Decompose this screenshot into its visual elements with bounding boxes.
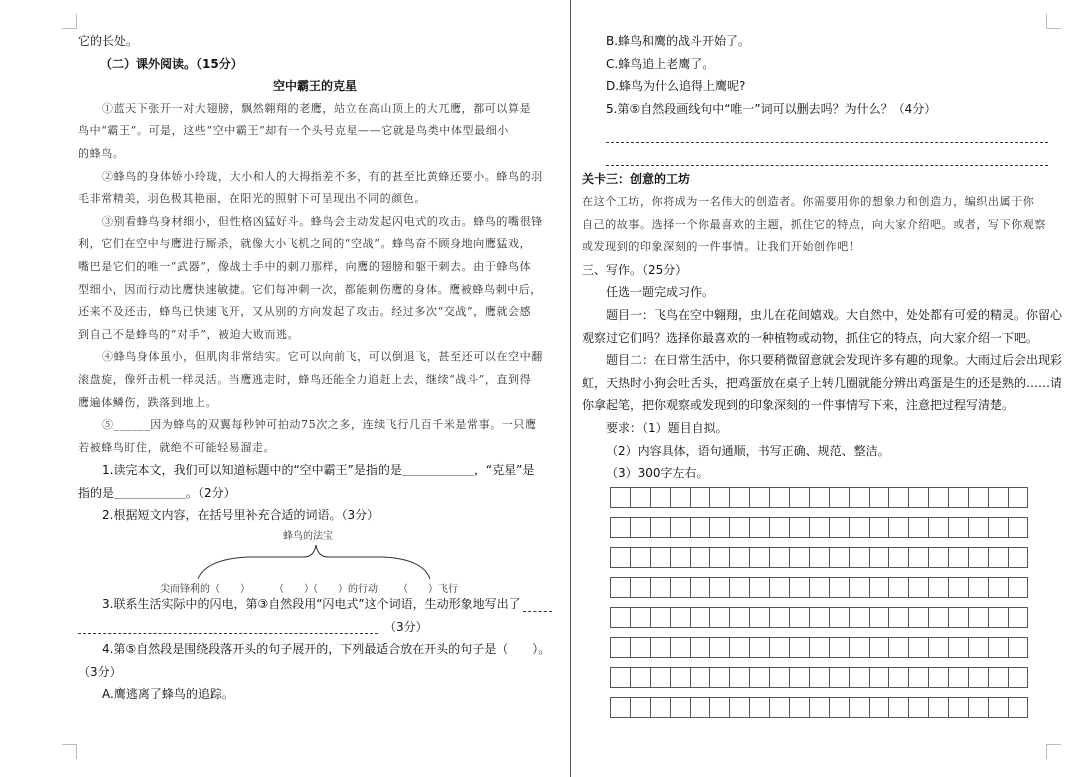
grid-cell[interactable] [928, 577, 948, 598]
crop-mark-top-right [1046, 14, 1061, 29]
grid-cell[interactable] [690, 487, 710, 508]
option-d: D.蜂鸟为什么追得上鹰呢? [606, 79, 746, 94]
grid-cell[interactable] [709, 667, 729, 688]
question-1-cont [78, 482, 552, 505]
grid-row [610, 637, 1052, 658]
grid-cell[interactable] [948, 607, 968, 628]
grid-cell[interactable] [809, 667, 829, 688]
paragraph-1-line: 鸟中“霸王”。可是，这些“空中霸王”却有一个头号克星——它就是鸟类中体型最细小 [78, 124, 509, 138]
paragraph-5-line: 若被蜂鸟盯住，就绝不可能轻易溜走。 [78, 440, 276, 454]
grid-cell[interactable] [690, 517, 710, 538]
article-title: 空中霸王的克星 [272, 79, 357, 94]
grid-cell[interactable] [630, 637, 650, 658]
crop-mark-bottom-right [1046, 744, 1061, 759]
grid-cell[interactable] [928, 697, 948, 718]
grid-cell[interactable] [908, 517, 928, 538]
grid-cell[interactable] [988, 487, 1008, 508]
grid-cell[interactable] [670, 577, 690, 598]
grid-cell[interactable] [1008, 487, 1028, 508]
grid-cell[interactable] [670, 547, 690, 568]
paragraph-5-line: ⑤______因为蜂鸟的双翼每秒钟可拍动75次之多，连续飞行几百千米是常事。一只鹰 [102, 418, 537, 432]
grid-cell[interactable] [729, 607, 749, 628]
paragraph-3-line: 到自己不是蜂鸟的“对手”，被迫大败而逃。 [78, 327, 300, 341]
grid-cell[interactable] [690, 547, 710, 568]
paragraph-3-line: 利，它们在空中与鹰进行厮杀，就像大小飞机之间的“空战”。蜂鸟奋不顾身地向鹰猛戏， [78, 237, 532, 251]
writing-heading: 三、写作。（25分） [582, 262, 688, 277]
paragraph-2-line: 毛非常精美，羽色极其艳丽，在阳光的照射下可呈现出不同的颜色。 [78, 192, 426, 206]
grid-cell[interactable] [610, 607, 630, 628]
level-3-text: 在这个工坊，你将成为一名伟大的创造者。你需要用你的想象力和创造力，编织出属于你 [582, 194, 1035, 208]
question-4: 4.第⑤自然段是围绕段落开头的句子展开的，下列最适合放在开头的句子是（ ）。 [102, 642, 551, 657]
grid-cell[interactable] [749, 607, 769, 628]
grid-cell[interactable] [948, 577, 968, 598]
grid-cell[interactable] [630, 607, 650, 628]
grid-cell[interactable] [888, 577, 908, 598]
grid-row [610, 487, 1052, 508]
grid-cell[interactable] [670, 637, 690, 658]
grid-cell[interactable] [869, 517, 889, 538]
grid-cell[interactable] [729, 487, 749, 508]
grid-cell[interactable] [610, 547, 630, 568]
grid-cell[interactable] [769, 577, 789, 598]
grid-cell[interactable] [829, 487, 849, 508]
grid-cell[interactable] [749, 487, 769, 508]
option-b: B.蜂鸟和鹰的战斗开始了。 [606, 34, 751, 48]
grid-cell[interactable] [809, 697, 829, 718]
grid-cell[interactable] [968, 577, 988, 598]
question-3-text: 3.联系生活实际中的闪电，第③自然段用“闪电式”这个词语，生动形象地写出了 [102, 597, 521, 612]
right-column [582, 30, 1063, 727]
grid-cell[interactable] [769, 547, 789, 568]
grid-cell[interactable] [948, 487, 968, 508]
diagram-label: 尖而锋利的（ ） [160, 584, 250, 596]
grid-cell[interactable] [769, 607, 789, 628]
grid-cell[interactable] [829, 697, 849, 718]
grid-cell[interactable] [908, 577, 928, 598]
carry-over-text: 它的长处。 [78, 34, 139, 48]
grid-cell[interactable] [630, 697, 650, 718]
grid-cell[interactable] [670, 667, 690, 688]
grid-cell[interactable] [709, 697, 729, 718]
diagram-label: （ ）飞行 [398, 584, 458, 596]
grid-cell[interactable] [630, 547, 650, 568]
grid-cell[interactable] [690, 667, 710, 688]
grid-cell[interactable] [829, 607, 849, 628]
grid-cell[interactable] [709, 517, 729, 538]
grid-cell[interactable] [1008, 517, 1028, 538]
level-3-heading: 关卡三：创意的工坊 [582, 172, 691, 187]
grid-cell[interactable] [988, 697, 1008, 718]
grid-cell[interactable] [888, 517, 908, 538]
grid-cell[interactable] [1008, 637, 1028, 658]
grid-cell[interactable] [888, 607, 908, 628]
grid-cell[interactable] [829, 577, 849, 598]
grid-cell[interactable] [729, 667, 749, 688]
grid-cell[interactable] [729, 517, 749, 538]
topic-2-line: 虹，天热时小狗会吐舌头，把鸡蛋放在桌子上转几圈就能分辨出鸡蛋是生的还是熟的……请 [582, 375, 1063, 390]
grid-cell[interactable] [729, 577, 749, 598]
grid-cell[interactable] [749, 547, 769, 568]
writing-grid[interactable] [610, 487, 1052, 718]
question-4-points: （3分） [78, 664, 122, 679]
grid-cell[interactable] [908, 487, 928, 508]
grid-cell[interactable] [849, 577, 869, 598]
grid-cell[interactable] [610, 637, 630, 658]
grid-row [610, 547, 1052, 568]
grid-cell[interactable] [709, 487, 729, 508]
grid-cell[interactable] [650, 667, 670, 688]
grid-cell[interactable] [849, 547, 869, 568]
grid-cell[interactable] [948, 697, 968, 718]
grid-cell[interactable] [908, 547, 928, 568]
grid-cell[interactable] [769, 697, 789, 718]
grid-cell[interactable] [809, 517, 829, 538]
grid-cell[interactable] [809, 637, 829, 658]
topic-2-line: 你拿起笔，把你观察或发现到的印象深刻的一件事情写下来，注意把过程写清楚。 [582, 398, 1015, 413]
grid-cell[interactable] [709, 577, 729, 598]
grid-cell[interactable] [948, 517, 968, 538]
paragraph-3-line: 型细小，因而行动比鹰快速敏捷。它们每冲刺一次，都能刺伤鹰的身体。鹰被蜂鸟刺中后， [78, 282, 542, 296]
grid-cell[interactable] [749, 577, 769, 598]
grid-cell[interactable] [888, 637, 908, 658]
grid-cell[interactable] [690, 637, 710, 658]
grid-cell[interactable] [789, 667, 809, 688]
grid-cell[interactable] [610, 577, 630, 598]
grid-cell[interactable] [809, 487, 829, 508]
grid-cell[interactable] [610, 487, 630, 508]
grid-cell[interactable] [988, 577, 1008, 598]
grid-cell[interactable] [888, 547, 908, 568]
grid-cell[interactable] [789, 547, 809, 568]
question-1-text: ，“克星”是 [473, 463, 535, 478]
grid-cell[interactable] [650, 487, 670, 508]
requirement-3: （3）300字左右。 [606, 466, 709, 481]
grid-cell[interactable] [670, 517, 690, 538]
grid-row [610, 667, 1052, 688]
grid-cell[interactable] [928, 667, 948, 688]
requirement-2: （2）内容具体，语句通顺，书写正确、规范、整洁。 [606, 443, 890, 458]
crop-mark-bottom-left [62, 744, 77, 759]
grid-cell[interactable] [1008, 667, 1028, 688]
grid-cell[interactable] [690, 577, 710, 598]
grid-cell[interactable] [749, 517, 769, 538]
column-divider [570, 0, 571, 777]
grid-cell[interactable] [630, 577, 650, 598]
answer-line[interactable] [606, 120, 1048, 143]
treasure-diagram [78, 527, 552, 596]
grid-cell[interactable] [888, 667, 908, 688]
question-3-points: （3分） [384, 619, 428, 634]
grid-cell[interactable] [948, 547, 968, 568]
grid-cell[interactable] [650, 607, 670, 628]
grid-cell[interactable] [888, 487, 908, 508]
grid-cell[interactable] [849, 667, 869, 688]
grid-cell[interactable] [988, 607, 1008, 628]
grid-cell[interactable] [650, 577, 670, 598]
question-1-text: 。（2分） [186, 485, 236, 500]
diagram-title: 蜂鸟的法宝 [283, 531, 333, 543]
grid-cell[interactable] [769, 517, 789, 538]
grid-cell[interactable] [928, 637, 948, 658]
grid-cell[interactable] [869, 487, 889, 508]
paragraph-4-line: ④蜂鸟身体虽小，但肌肉非常结实。它可以向前飞，可以倒退飞，甚至还可以在空中翻 [102, 350, 543, 364]
grid-cell[interactable] [968, 487, 988, 508]
grid-cell[interactable] [968, 697, 988, 718]
diagram-label: （ ） [274, 584, 314, 596]
answer-line[interactable] [78, 619, 378, 634]
question-5: 5.第⑤自然段画线句中“唯一”词可以删去吗？为什么？（4分） [606, 101, 937, 116]
grid-cell[interactable] [928, 607, 948, 628]
requirement-1: 要求：（1）题目自拟。 [606, 420, 728, 435]
level-3-text: 或发现到的印象深刻的一件事情。让我们开始创作吧！ [582, 240, 861, 254]
grid-cell[interactable] [869, 667, 889, 688]
grid-cell[interactable] [908, 607, 928, 628]
answer-line[interactable] [606, 143, 1048, 166]
grid-cell[interactable] [948, 667, 968, 688]
diagram-label: （ ）的行动 [308, 584, 378, 596]
grid-cell[interactable] [690, 697, 710, 718]
answer-line[interactable] [523, 597, 552, 612]
grid-cell[interactable] [829, 667, 849, 688]
grid-cell[interactable] [988, 667, 1008, 688]
grid-cell[interactable] [630, 487, 650, 508]
grid-cell[interactable] [1008, 577, 1028, 598]
grid-cell[interactable] [829, 637, 849, 658]
left-column [78, 30, 552, 706]
grid-row [610, 517, 1052, 538]
grid-cell[interactable] [869, 547, 889, 568]
grid-cell[interactable] [968, 517, 988, 538]
grid-cell[interactable] [690, 607, 710, 628]
grid-cell[interactable] [789, 607, 809, 628]
grid-cell[interactable] [928, 517, 948, 538]
grid-cell[interactable] [650, 547, 670, 568]
grid-cell[interactable] [948, 637, 968, 658]
grid-cell[interactable] [729, 637, 749, 658]
paragraph-3-line: 还来不及还击，蜂鸟已快速飞开，又从别的方向发起了攻击。经过多次“交战”，鹰就会感 [78, 305, 532, 319]
grid-cell[interactable] [789, 487, 809, 508]
grid-cell[interactable] [789, 517, 809, 538]
grid-cell[interactable] [610, 667, 630, 688]
grid-cell[interactable] [849, 517, 869, 538]
paragraph-4-line: 滚盘旋，像歼击机一样灵活。当鹰逃走时，蜂鸟还能全力追赶上去，继续“战斗”，直到得 [78, 372, 532, 386]
crop-mark-top-left [62, 14, 77, 29]
level-3-text: 自己的故事。选择一个你最喜欢的主题，抓住它的特点，向大家介绍吧。或者，写下你观察 [582, 217, 1046, 231]
grid-row [610, 697, 1052, 718]
grid-cell[interactable] [630, 517, 650, 538]
grid-cell[interactable] [869, 637, 889, 658]
grid-cell[interactable] [729, 697, 749, 718]
grid-cell[interactable] [769, 667, 789, 688]
question-3-cont [78, 616, 552, 639]
grid-cell[interactable] [988, 637, 1008, 658]
paragraph-1-line: 的蜂鸟。 [78, 146, 125, 160]
grid-cell[interactable] [729, 547, 749, 568]
grid-cell[interactable] [630, 667, 650, 688]
grid-cell[interactable] [809, 607, 829, 628]
grid-cell[interactable] [809, 577, 829, 598]
question-1-text: 1.读完本文，我们可以知道标题中的“空中霸王”是指的是 [102, 463, 402, 478]
grid-row [610, 607, 1052, 628]
grid-cell[interactable] [1008, 547, 1028, 568]
question-1-text: 指的是 [78, 485, 115, 500]
question-3 [78, 593, 552, 616]
writing-instruction: 任选一题完成习作。 [606, 285, 715, 300]
grid-cell[interactable] [849, 637, 869, 658]
grid-cell[interactable] [610, 697, 630, 718]
topic-2-line: 题目二：在日常生活中，你只要稍微留意就会发现许多有趣的现象。大雨过后会出现彩 [606, 353, 1063, 368]
paragraph-3-line: ③别看蜂鸟身材细小，但性格凶猛好斗。蜂鸟会主动发起闪电式的攻击。蜂鸟的嘴很锋 [102, 214, 543, 228]
answer-blank[interactable]: ＿＿＿＿＿＿ [114, 485, 187, 500]
grid-cell[interactable] [849, 487, 869, 508]
question-1 [78, 459, 552, 482]
grid-cell[interactable] [869, 697, 889, 718]
paragraph-1-line: ①蓝天下张开一对大翅膀，飘然翱翔的老鹰，站立在高山顶上的大兀鹰，都可以算是 [102, 101, 532, 115]
topic-1-line: 题目一：飞鸟在空中翱翔，虫儿在花间嬉戏。大自然中，处处都有可爱的精灵。你留心 [606, 307, 1063, 322]
paragraph-3-line: 嘴巴是它们的唯一“武器”，像战士手中的刺刀那样，向鹰的翅膀和躯干刺去。由于蜂鸟体 [78, 259, 532, 273]
topic-1-line: 观察过它们吗？选择你最喜欢的一种植物或动物，抓住它的特点，向大家介绍一下吧。 [582, 330, 1039, 345]
grid-cell[interactable] [928, 547, 948, 568]
grid-cell[interactable] [928, 487, 948, 508]
grid-cell[interactable] [789, 697, 809, 718]
grid-cell[interactable] [789, 637, 809, 658]
grid-cell[interactable] [968, 637, 988, 658]
grid-cell[interactable] [829, 547, 849, 568]
grid-cell[interactable] [968, 667, 988, 688]
grid-cell[interactable] [809, 547, 829, 568]
grid-cell[interactable] [670, 487, 690, 508]
grid-cell[interactable] [650, 637, 670, 658]
grid-cell[interactable] [749, 637, 769, 658]
question-2: 2.根据短文内容，在括号里补充合适的词语。（3分） [102, 508, 380, 523]
grid-cell[interactable] [869, 577, 889, 598]
grid-cell[interactable] [849, 697, 869, 718]
grid-cell[interactable] [670, 697, 690, 718]
paragraph-4-line: 鹰遍体鳞伤，跌落到地上。 [78, 395, 218, 409]
grid-cell[interactable] [988, 517, 1008, 538]
grid-cell[interactable] [908, 697, 928, 718]
option-a: A.鹰逃离了蜂鸟的追踪。 [102, 687, 234, 702]
grid-cell[interactable] [1008, 607, 1028, 628]
grid-cell[interactable] [829, 517, 849, 538]
option-c: C.蜂鸟追上老鹰了。 [606, 56, 715, 71]
grid-cell[interactable] [968, 607, 988, 628]
grid-cell[interactable] [908, 637, 928, 658]
grid-cell[interactable] [709, 637, 729, 658]
grid-cell[interactable] [709, 547, 729, 568]
paragraph-2-line: ②蜂鸟的身体娇小玲珑，大小和人的大拇指差不多，有的甚至比黄蜂还要小。蜂鸟的羽 [102, 169, 543, 183]
grid-cell[interactable] [869, 607, 889, 628]
grid-cell[interactable] [1008, 697, 1028, 718]
grid-cell[interactable] [749, 697, 769, 718]
grid-cell[interactable] [670, 607, 690, 628]
grid-cell[interactable] [650, 697, 670, 718]
grid-cell[interactable] [650, 517, 670, 538]
grid-cell[interactable] [908, 667, 928, 688]
grid-row [610, 577, 1052, 598]
grid-cell[interactable] [769, 487, 789, 508]
grid-cell[interactable] [888, 697, 908, 718]
grid-cell[interactable] [610, 517, 630, 538]
grid-cell[interactable] [968, 547, 988, 568]
grid-cell[interactable] [749, 667, 769, 688]
grid-cell[interactable] [849, 607, 869, 628]
grid-cell[interactable] [789, 577, 809, 598]
grid-cell[interactable] [988, 547, 1008, 568]
grid-cell[interactable] [709, 607, 729, 628]
answer-blank[interactable]: ＿＿＿＿＿＿ [401, 463, 474, 478]
grid-cell[interactable] [769, 637, 789, 658]
section-heading-reading: （二）课外阅读。（15分） [100, 56, 243, 71]
